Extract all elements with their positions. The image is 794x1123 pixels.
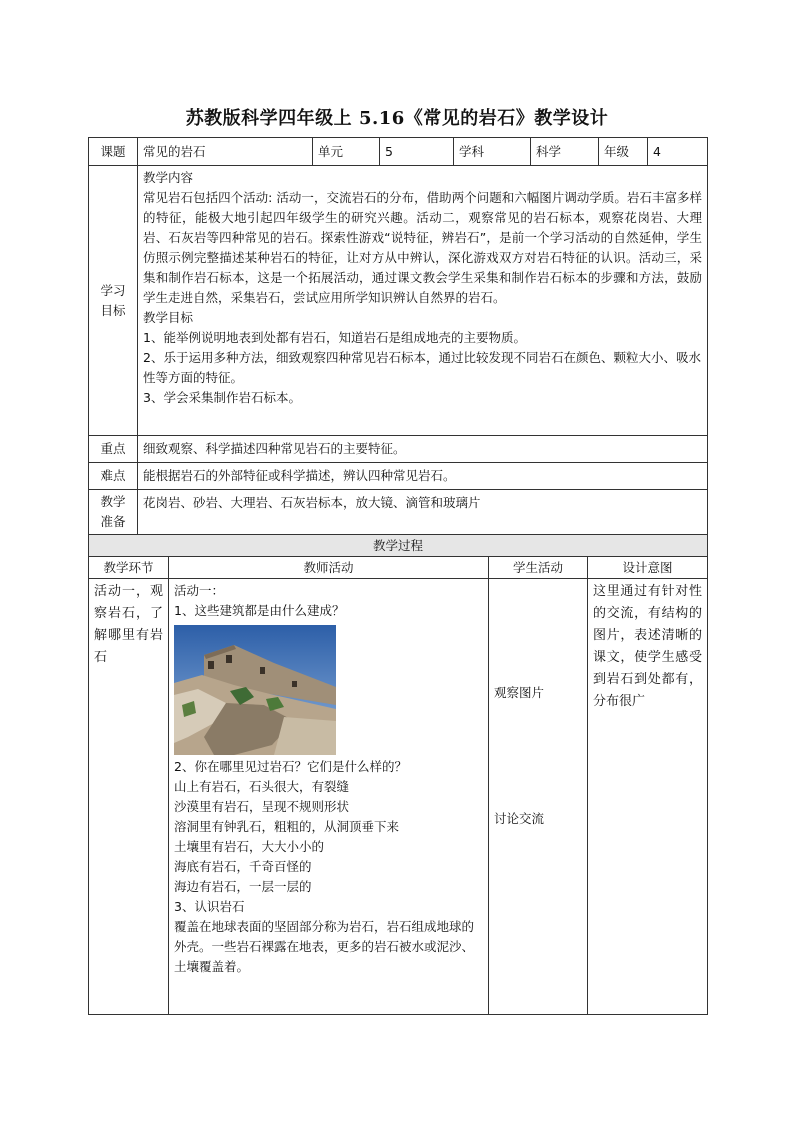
goals-content [138,166,708,436]
objectives-heading: 教学目标 [143,310,194,325]
unit-label: 单元 [313,138,380,166]
key-point-row [89,436,708,463]
goals-label-line1: 学习 [100,282,126,298]
content-heading: 教学内容 [143,170,194,185]
building-on-rock-illustration [174,625,336,755]
objective-3: 3、学会采集制作岩石标本。 [143,390,301,405]
content-text: 常见岩石包括四个活动: 活动一，交流岩石的分布，借助两个问题和六幅图片调动学质。岩石丰富多样的特征，能极大地引起四年级学生的研究兴趣。活动二，观察常见的岩石标本，观察花岗岩、大理岩、石灰岩等四种常见的岩石。探索性游戏“说特征，辨岩石”，是前一个学习活动的自然延伸，学生仿照示例完整描述某种岩石的特征，让对方从中辨认，深化游戏双方对岩石特征的认识。活动三，采集和制作岩石标本，这是一个拓展活动，通过课文教会学生采集和制作岩石标本的步骤和方法，鼓励学生走进自然，采集岩石，尝试应用所学知识辨认自然界的岩石。 [143,190,702,305]
activity-one-row [89,579,708,1015]
teacher-line-7: 土壤里有岩石，大大小小的 [174,839,325,854]
teacher-line-3: 2、你在哪里见过岩石？它们是什么样的？ [174,759,407,774]
key-point-label: 重点 [89,436,138,463]
unit-value: 5 [380,138,454,166]
teaching-process-table [88,534,708,1015]
document-title: 苏教版科学四年级上 5.16《常见的岩石》教学设计 [185,108,609,129]
difficulty-text: 能根据岩石的外部特征或科学描述，辨认四种常见岩石。 [138,463,708,490]
topic-value: 常见的岩石 [138,138,313,166]
subject-label: 学科 [454,138,531,166]
goals-label-line2: 目标 [100,302,126,318]
teacher-line-11: 覆盖在地球表面的坚固部分称为岩石，岩石组成地球的外壳。一些岩石裸露在地表，更多的岩石被水或泥沙、土壤覆盖着。 [174,919,475,974]
student-activity-1: 观察图片 [494,685,545,700]
teacher-line-10: 3、认识岩石 [174,899,245,914]
teacher-line-4: 山上有岩石，石头很大，有裂缝 [174,779,350,794]
process-band-title: 教学过程 [89,535,708,557]
teacher-line-6: 溶洞里有钟乳石，粗粗的，从洞顶垂下来 [174,819,400,834]
col-student-header: 学生活动 [489,557,588,579]
teacher-activity-cell [169,579,489,1015]
grade-value: 4 [648,138,708,166]
topic-label: 课题 [89,138,138,166]
stage-cell: 活动一，观察岩石，了解哪里有岩石 [89,579,169,1015]
design-intent-cell: 这里通过有针对性的交流，有结构的图片，表述清晰的课文，使学生感受到岩石到处都有，分布很广 [588,579,708,1015]
preparation-text: 花岗岩、砂岩、大理岩、石灰岩标本，放大镜、滴管和玻璃片 [138,490,708,535]
grade-label: 年级 [599,138,648,166]
process-header-row [89,557,708,579]
teacher-line-2: 1、这些建筑都是由什么建成？ [174,603,345,618]
col-teacher-header: 教师活动 [169,557,489,579]
difficulty-label: 难点 [89,463,138,490]
key-point-text: 细致观察、科学描述四种常见岩石的主要特征。 [138,436,708,463]
preparation-label [89,490,138,535]
header-row [89,138,708,166]
col-intent-header: 设计意图 [588,557,708,579]
preparation-row [89,490,708,535]
lesson-info-table [88,137,708,535]
objective-2: 2、乐于运用多种方法，细致观察四种常见岩石标本，通过比较发现不同岩石在颜色、颗粒大小、吸水性等方面的特征。 [143,350,701,385]
col-stage-header: 教学环节 [89,557,169,579]
objective-1: 1、能举例说明地表到处都有岩石，知道岩石是组成地壳的主要物质。 [143,330,526,345]
subject-value: 科学 [531,138,599,166]
teacher-line-9: 海边有岩石，一层一层的 [174,879,312,894]
preparation-label-line1: 教学 [100,494,126,509]
teacher-line-1: 活动一： [174,583,225,598]
teacher-line-8: 海底有岩石，千奇百怪的 [174,859,312,874]
student-activity-cell [489,579,588,1015]
teacher-line-5: 沙漠里有岩石，呈现不规则形状 [174,799,350,814]
student-activity-2: 讨论交流 [494,811,545,826]
goals-row [89,166,708,436]
goals-label [89,166,138,436]
building-on-rock-photo [174,625,336,755]
difficulty-row [89,463,708,490]
preparation-label-line2: 准备 [100,514,126,529]
